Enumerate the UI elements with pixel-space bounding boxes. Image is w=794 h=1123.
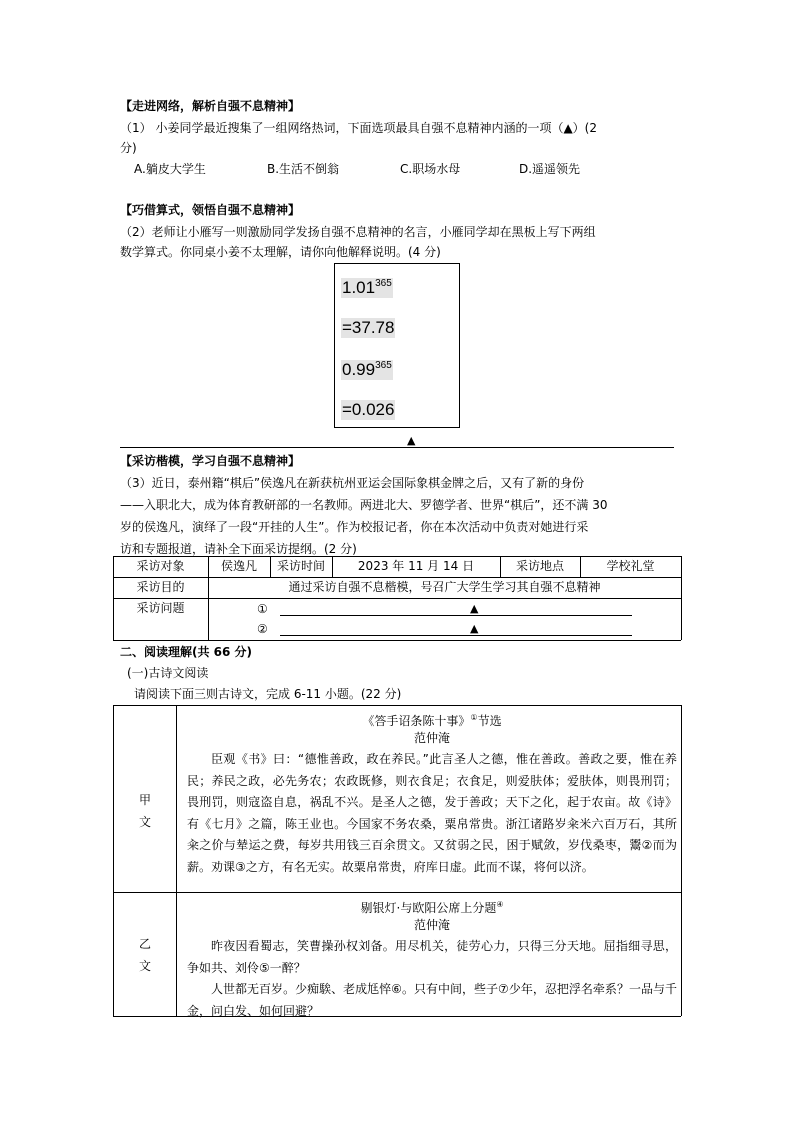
section1-heading: 【走进网络，解析自强不息精神】 (120, 99, 301, 113)
q3-text-line3: 岁的侯逸凡，演绎了一段“开挂的人生”。作为校报记者，你在本次活动中负责对她进行采 (120, 520, 589, 534)
question-mark-2: ② (257, 622, 268, 636)
question-blank-1-mark: ▲ (470, 602, 479, 615)
jia-label-2: 文 (139, 815, 152, 829)
cell-interviewee: 侯逸凡 (220, 559, 257, 573)
cell-time-label: 采访时间 (276, 559, 325, 573)
cell-questions-label: 采访问题 (136, 601, 185, 615)
jia-title-suffix: 节选 (477, 714, 502, 728)
yi-text (187, 936, 677, 1022)
yi-author: 范仲淹 (413, 918, 450, 932)
yi-label-2: 文 (139, 959, 152, 973)
cell-purpose: 通过采访自强不息楷模，号召广大学生学习其自强不息精神 (288, 580, 601, 594)
question-mark-1: ① (257, 602, 268, 616)
option-a: A.躺皮大学生 (134, 162, 206, 176)
option-d: D.遥遥领先 (519, 162, 581, 176)
q2-text-line2: 数学算式。你同桌小姜不太理解，请你向他解释说明。(4 分) (120, 245, 441, 259)
yi-footnote-4: ④ (496, 900, 504, 909)
q1-text-line1: （1） 小姜同学最近搜集了一组网络热词，下面选项最具自强不息精神内涵的一项（▲）(2 (120, 121, 597, 135)
answer-mark: ▲ (407, 434, 416, 447)
cell-purpose-label: 采访目的 (136, 580, 185, 594)
cell-place-label: 采访地点 (515, 559, 564, 573)
jia-text (187, 749, 677, 878)
formula1 (341, 278, 393, 298)
formula2-exponent: 365 (375, 360, 392, 371)
question-blank-2[interactable] (280, 621, 632, 636)
jia-footnote-1: ① (470, 713, 478, 722)
formula2-base: 0.99 (342, 360, 376, 379)
option-c: C.职场水母 (400, 162, 461, 176)
answer-line (120, 447, 674, 448)
formula-box (334, 263, 460, 428)
q3-text-line1: （3）近日，泰州籍“棋后”侯逸凡在新获杭州亚运会国际象棋金牌之后，又有了新的身份 (120, 476, 585, 490)
formula1-result: =37.78 (342, 318, 395, 337)
formula1-exponent: 365 (375, 278, 392, 289)
section3-heading: 【采访楷模，学习自强不息精神】 (120, 454, 301, 468)
section2-heading: 【巧借算式，领悟自强不息精神】 (120, 203, 301, 217)
cell-time: 2023 年 11 月 14 日 (357, 559, 475, 573)
question-blank-2-mark: ▲ (470, 622, 479, 635)
yi-paragraph-1: 昨夜因看蜀志，笑曹操孙权刘备。用尽机关，徒劳心力，只得三分天地。屈指细寻思，争如共、刘伶⑤一醉？ (187, 939, 677, 975)
q1-text-line2: 分) (120, 141, 137, 155)
jia-title-text: 《答手诏条陈十事》 (362, 714, 471, 728)
option-b: B.生活不倒翁 (267, 162, 340, 176)
jia-label-1: 甲 (139, 793, 152, 807)
cell-place: 学校礼堂 (606, 559, 655, 573)
q3-text-line2: ——入职北大，成为体育教研部的一名教师。两进北大、罗德学者、世界“棋后”，还不满 30 (120, 498, 608, 512)
formula2-result: =0.026 (342, 400, 395, 419)
jia-paragraph: 臣观《书》曰：“德惟善政，政在养民。”此言圣人之德，惟在善政。善政之要，惟在养民；养民之政，必先务农；农政既修，则衣食足；衣食足，则爱肤体；爱肤体，则畏刑罚；畏刑罚，则寇盗自息，祸乱不兴。是圣人之德，发于善政；天下之化，起于农亩。故《诗》有《七月》之篇，陈王业也。今国家不务农桑，粟帛常贵。浙江诸路岁籴米六百万石，其所籴之价与辇运之费，每岁共用钱三百余贯文。又贫弱之民，困于赋敛，岁伐桑枣，鬻②而为薪。劝课③之方，有名无实。故粟帛常贵，府库日虚。此而不谋，将何以济。 (187, 752, 677, 874)
jia-author: 范仲淹 (413, 731, 450, 745)
cell-interviewee-label: 采访对象 (136, 559, 185, 573)
question-blank-1[interactable] (280, 601, 632, 616)
q3-text-line4: 访和专题报道，请补全下面采访提纲。(2 分) (120, 542, 357, 556)
formula1-base: 1.01 (342, 278, 376, 297)
q2-text-line1: （2）老师让小雁写一则激励同学发扬自强不息精神的名言，小雁同学却在黑板上写下两组 (120, 225, 596, 239)
reading-instruction: 请阅读下面三则古诗文，完成 6-11 小题。(22 分) (134, 687, 402, 701)
reading-subtitle: (一)古诗文阅读 (127, 666, 209, 680)
formula2 (341, 360, 393, 380)
yi-label-1: 乙 (139, 937, 152, 951)
reading-title: 二、阅读理解(共 66 分) (120, 645, 253, 659)
yi-title-text: 剔银灯·与欧阳公席上分题 (360, 901, 497, 915)
yi-paragraph-2: 人世都无百岁。少痴騃、老成尪悴⑥。只有中间，些子⑦少年，忍把浮名牵系？一品与千金，问白发、如何回避？ (187, 982, 677, 1018)
